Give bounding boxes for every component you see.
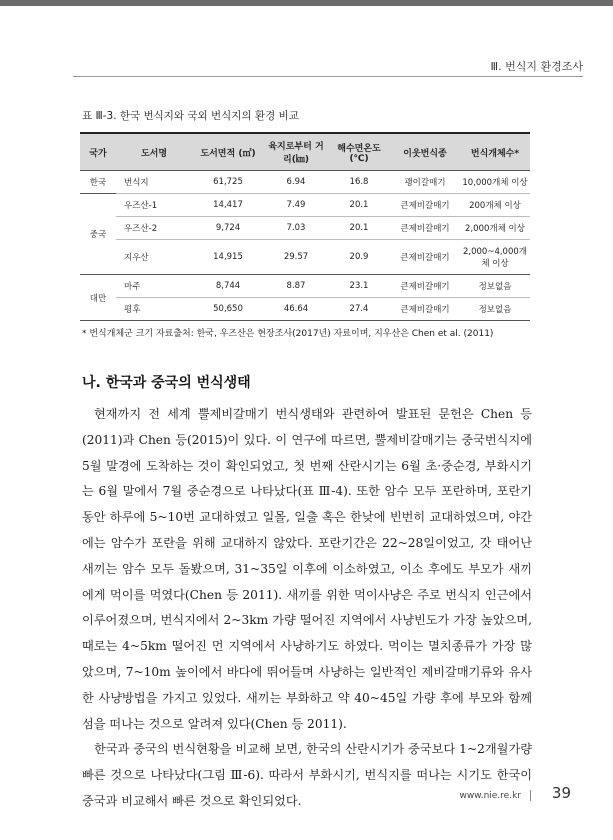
area-cell: 14,417: [192, 194, 264, 217]
area-cell: 61,725: [192, 171, 264, 194]
table-row: [80, 275, 530, 298]
column-header: 해수면온도 (℃): [328, 133, 390, 171]
country-cell: 중국: [80, 194, 116, 275]
temperature-cell: 20.1: [328, 194, 390, 217]
species-cell: 큰제비갈매기: [390, 217, 460, 240]
island-cell: 번식지: [116, 171, 192, 194]
body-paragraph: 한국과 중국의 번식현황을 비교해 보면, 한국의 산란시기가 중국보다 1~2개월가량 빠른 것으로 나타났다(그림 Ⅲ-6). 따라서 부화시기, 번식지를 떠나는 시기도 한국이 중국과 비교해서 빠른 것으로 확인되었다.: [82, 742, 532, 808]
country-cell: 한국: [80, 171, 116, 194]
page-number: 39: [551, 784, 571, 802]
species-cell: 큰제비갈매기: [390, 240, 460, 275]
distance-cell: 6.94: [264, 171, 328, 194]
count-cell: 정보없음: [460, 298, 530, 321]
distance-cell: 8.87: [264, 275, 328, 298]
distance-cell: 7.49: [264, 194, 328, 217]
distance-cell: 7.03: [264, 217, 328, 240]
table-header-row: [80, 133, 530, 171]
column-header: 도서면적 (㎡): [192, 133, 264, 171]
count-cell: 정보없음: [460, 275, 530, 298]
section-heading: 나. 한국과 중국의 번식생태: [82, 375, 251, 391]
running-header-title: Ⅲ. 번식지 환경조사: [490, 60, 583, 73]
count-cell: 2,000~4,000개체 이상: [460, 240, 530, 275]
table-caption: 표 Ⅲ-3. 한국 번식지와 국외 번식지의 환경 비교: [82, 110, 299, 122]
species-cell: 큰제비갈매기: [390, 298, 460, 321]
area-cell: 14,915: [192, 240, 264, 275]
column-header: 번식개체수*: [460, 133, 530, 171]
count-cell: 2,000개체 이상: [460, 217, 530, 240]
body-paragraph: 현재까지 전 세계 뿔제비갈매기 번식생태와 관련하여 발표된 문헌은 Chen 등(2011)과 Chen 등(2015)이 있다. 이 연구에 따르면, 뿔제비갈매기는 중국번식지에 5월 말경에 도착하는 것이 확인되었고, 첫 번째 산란시기는 6월 초·중순경, 부화시기는 6월 말에서 7월 중순경으로 나타났다(표 Ⅲ-4). 또한 암수 모두 포란하며, 포란기 동안 하루에 5~10번 교대하였고 일몰, 일출 혹은 한낮에 빈번히 교대하였으며, 야간에는 암수가 포란을 위해 교대하지 않았다. 포란기간은 22~28일이었고, 갓 태어난 새끼는 암수 모두 돌봤으며, 31~35일 이후에 이소하였고, 이소 후에도 부모가 새끼에게 먹이를 먹였다(Chen 등 2011). 새끼를 위한 먹이사냥은 주로 번식지 인근에서 이루어졌으며, 번식지에서 2~3km 가량 떨어진 지역에서 사냥빈도가 가장 높았으며, 때로는 4~5km 떨어진 먼 지역에서 사냥하기도 하였다. 먹이는 멸치종류가 가장 많았으며, 7~10m 높이에서 바다에 뛰어들며 사냥하는 일반적인 제비갈매기류와 유사한 사냥방법을 가지고 있었다. 새끼는 부화하고 약 40~45일 가량 후에 부모와 함께 섬을 떠나는 것으로 알려져 있다(Chen 등 2011).: [82, 407, 532, 731]
table-row: [80, 240, 530, 275]
island-cell: 우즈산-1: [116, 194, 192, 217]
island-cell: 마주: [116, 275, 192, 298]
count-cell: 200개체 이상: [460, 194, 530, 217]
species-cell: 괭이갈매기: [390, 171, 460, 194]
table-row: [80, 194, 530, 217]
header-divider: [73, 76, 583, 77]
column-header: 도서명: [116, 133, 192, 171]
header-bar: [0, 0, 613, 6]
column-header: 국가: [80, 133, 116, 171]
table-row: [80, 298, 530, 321]
temperature-cell: 20.1: [328, 217, 390, 240]
temperature-cell: 20.9: [328, 240, 390, 275]
country-cell: 대만: [80, 275, 116, 321]
temperature-cell: 16.8: [328, 171, 390, 194]
island-cell: 우즈산-2: [116, 217, 192, 240]
island-cell: 지우산: [116, 240, 192, 275]
temperature-cell: 23.1: [328, 275, 390, 298]
area-cell: 50,650: [192, 298, 264, 321]
distance-cell: 29.57: [264, 240, 328, 275]
species-cell: 큰제비갈매기: [390, 275, 460, 298]
column-header: 육지로부터 거리(㎞): [264, 133, 328, 171]
environment-comparison-table: [80, 132, 530, 321]
island-cell: 평후: [116, 298, 192, 321]
table-footnote: * 번식개체군 크기 자료출처: 한국, 우즈산은 현장조사(2017년) 자료이며, 지우산은 Chen et al. (2011): [82, 329, 494, 339]
body-text: [82, 402, 532, 815]
column-header: 이웃번식종: [390, 133, 460, 171]
footer-separator: [530, 790, 531, 801]
distance-cell: 46.64: [264, 298, 328, 321]
area-cell: 9,724: [192, 217, 264, 240]
count-cell: 10,000개체 이상: [460, 171, 530, 194]
table-row: [80, 171, 530, 194]
area-cell: 8,744: [192, 275, 264, 298]
species-cell: 큰제비갈매기: [390, 194, 460, 217]
temperature-cell: 27.4: [328, 298, 390, 321]
table-row: [80, 217, 530, 240]
footer-url: www.nie.re.kr: [459, 791, 521, 801]
